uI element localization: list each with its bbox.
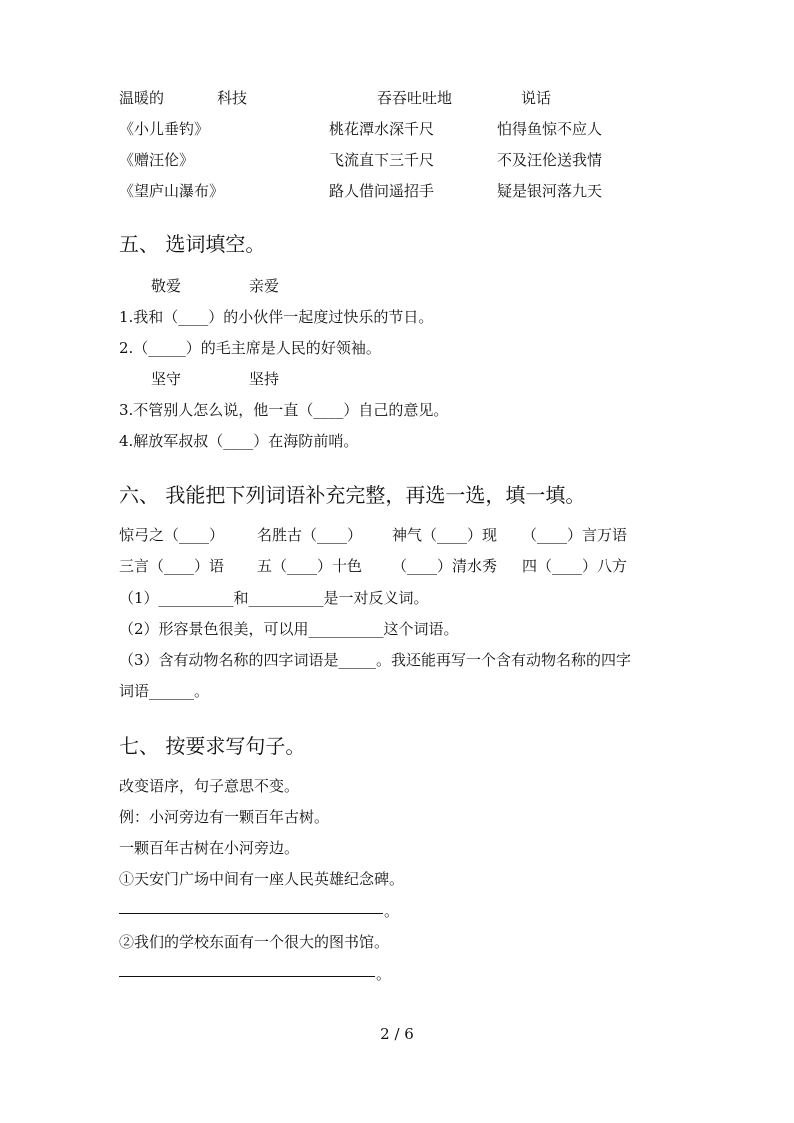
poem-title: 《赠汪伦》 bbox=[119, 151, 195, 169]
word-choice: 坚守 bbox=[151, 370, 182, 388]
question: ①天安门广场中间有一座人民英雄纪念碑。 bbox=[119, 870, 405, 888]
page-number: 2 / 6 bbox=[380, 1025, 414, 1043]
section-title: 五、 选词填空。 bbox=[119, 232, 266, 256]
idiom-blank: （____）言万语 bbox=[522, 526, 628, 544]
question: 2.（_____）的毛主席是人民的好领袖。 bbox=[119, 339, 381, 357]
match-word: 科技 bbox=[217, 89, 248, 107]
question: 4.解放军叔叔（____）在海防前哨。 bbox=[119, 432, 359, 450]
question: ②我们的学校东面有一个很大的图书馆。 bbox=[119, 933, 390, 951]
answer-line bbox=[119, 976, 375, 977]
poem-line: 路人借问遥招手 bbox=[329, 182, 435, 200]
instruction: 改变语序，句子意思不变。 bbox=[119, 777, 300, 795]
answer-line bbox=[119, 913, 383, 914]
example-answer: 一颗百年古树在小河旁边。 bbox=[119, 839, 300, 857]
question: （3）含有动物名称的四字词语是_____。我还能再写一个含有动物名称的四字 bbox=[119, 651, 632, 669]
poem-line: 飞流直下三千尺 bbox=[329, 151, 435, 169]
idiom-blank: 三言（____）语 bbox=[119, 557, 225, 575]
word-choice: 敬爱 bbox=[151, 277, 182, 295]
section-title: 六、 我能把下列词语补充完整，再选一选，填一填。 bbox=[119, 483, 586, 507]
question: 1.我和（____）的小伙伴一起度过快乐的节日。 bbox=[119, 308, 434, 326]
question: 词语______。 bbox=[119, 682, 210, 700]
idiom-blank: 名胜古（____） bbox=[257, 526, 363, 544]
poem-line: 疑是银河落九天 bbox=[497, 182, 603, 200]
poem-title: 《小儿垂钓》 bbox=[119, 120, 210, 138]
poem-line: 不及汪伦送我情 bbox=[497, 151, 603, 169]
idiom-blank: 四（____）八方 bbox=[522, 557, 628, 575]
match-word: 说话 bbox=[521, 89, 552, 107]
example: 例：小河旁边有一颗百年古树。 bbox=[119, 808, 330, 826]
match-word: 温暖的 bbox=[119, 89, 165, 107]
idiom-blank: 神气（____）现 bbox=[392, 526, 498, 544]
poem-title: 《望庐山瀑布》 bbox=[119, 182, 225, 200]
word-choice: 亲爱 bbox=[249, 277, 280, 295]
poem-line: 桃花潭水深千尺 bbox=[329, 120, 435, 138]
idiom-blank: 五（____）十色 bbox=[257, 557, 363, 575]
question: （2）形容景色很美，可以用__________这个词语。 bbox=[119, 620, 459, 638]
idiom-blank: 惊弓之（____） bbox=[119, 526, 225, 544]
word-choice: 坚持 bbox=[249, 370, 280, 388]
poem-line: 怕得鱼惊不应人 bbox=[497, 120, 603, 138]
answer-period: 。 bbox=[384, 902, 400, 920]
answer-period: 。 bbox=[376, 965, 392, 983]
question: （1）__________和__________是一对反义词。 bbox=[119, 589, 429, 607]
idiom-blank: （____）清水秀 bbox=[392, 557, 498, 575]
match-word: 吞吞吐吐地 bbox=[377, 89, 453, 107]
section-title: 七、 按要求写句子。 bbox=[119, 734, 306, 758]
question: 3.不管别人怎么说，他一直（____）自己的意见。 bbox=[119, 401, 449, 419]
